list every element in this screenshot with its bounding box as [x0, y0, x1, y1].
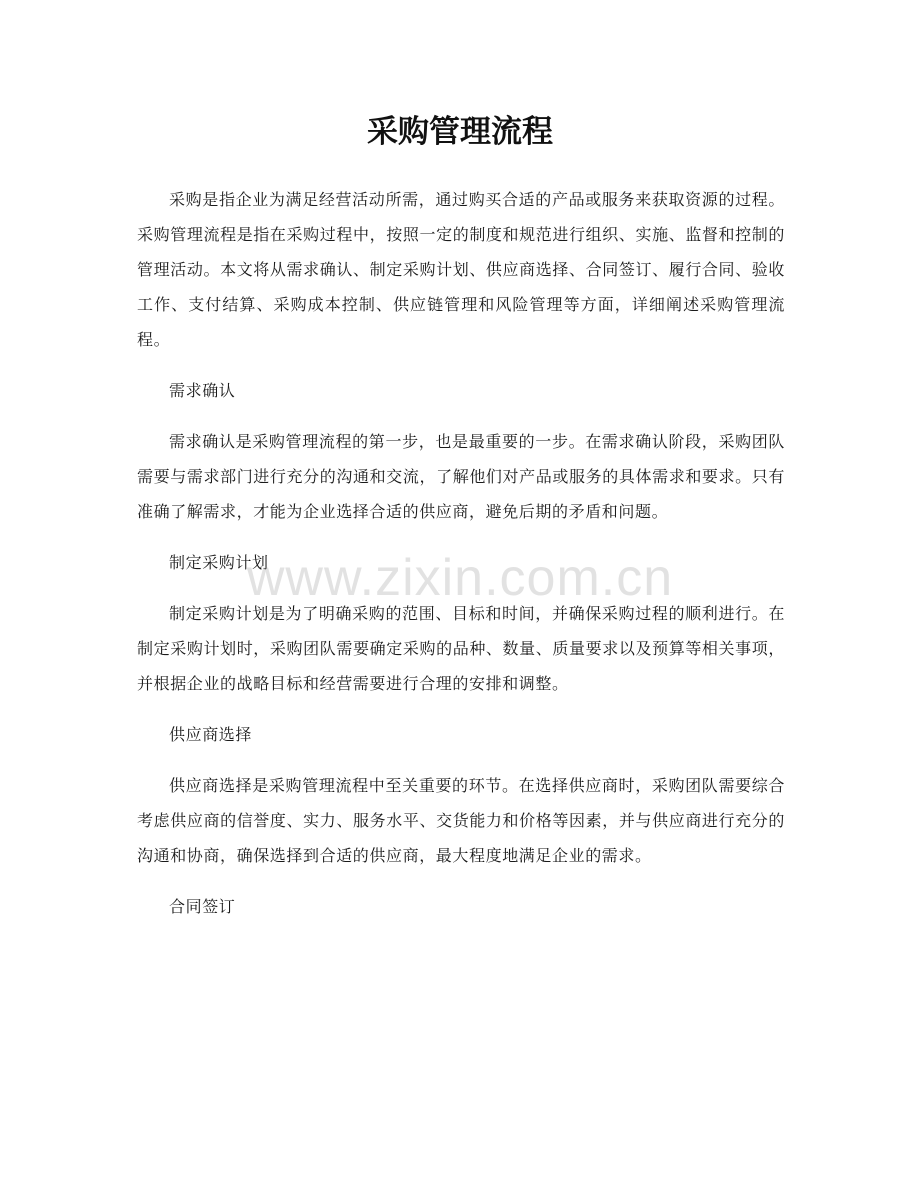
- page-title: 采购管理流程: [367, 114, 553, 150]
- section-body-demand: 需求确认是采购管理流程的第一步，也是最重要的一步。在需求确认阶段，采购团队需要与需求部门进行充分的沟通和交流，了解他们对产品或服务的具体需求和要求。只有准确了解需求，才能为企业选择合适的供应商，避免后期的矛盾和问题。: [137, 432, 785, 521]
- section-heading-supplier: 供应商选择: [169, 725, 253, 744]
- document-body: [137, 182, 785, 940]
- section-heading-demand: 需求确认: [169, 381, 236, 400]
- section-heading-plan: 制定采购计划: [169, 553, 269, 572]
- section-body-supplier: 供应商选择是采购管理流程中至关重要的环节。在选择供应商时，采购团队需要综合考虑供应商的信誉度、实力、服务水平、交货能力和价格等因素，并与供应商进行充分的沟通和协商，确保选择到合适的供应商，最大程度地满足企业的需求。: [137, 776, 785, 865]
- section-body-plan: 制定采购计划是为了明确采购的范围、目标和时间，并确保采购过程的顺利进行。在制定采购计划时，采购团队需要确定采购的品种、数量、质量要求以及预算等相关事项，并根据企业的战略目标和经营需要进行合理的安排和调整。: [137, 604, 785, 693]
- section-heading-contract: 合同签订: [169, 897, 236, 916]
- intro-paragraph: 采购是指企业为满足经营活动所需，通过购买合适的产品或服务来获取资源的过程。采购管理流程是指在采购过程中，按照一定的制度和规范进行组织、实施、监督和控制的管理活动。本文将从需求确认、制定采购计划、供应商选择、合同签订、履行合同、验收工作、支付结算、采购成本控制、供应链管理和风险管理等方面，详细阐述采购管理流程。: [137, 190, 785, 349]
- watermark: www.zixin.com.cn: [246, 549, 674, 607]
